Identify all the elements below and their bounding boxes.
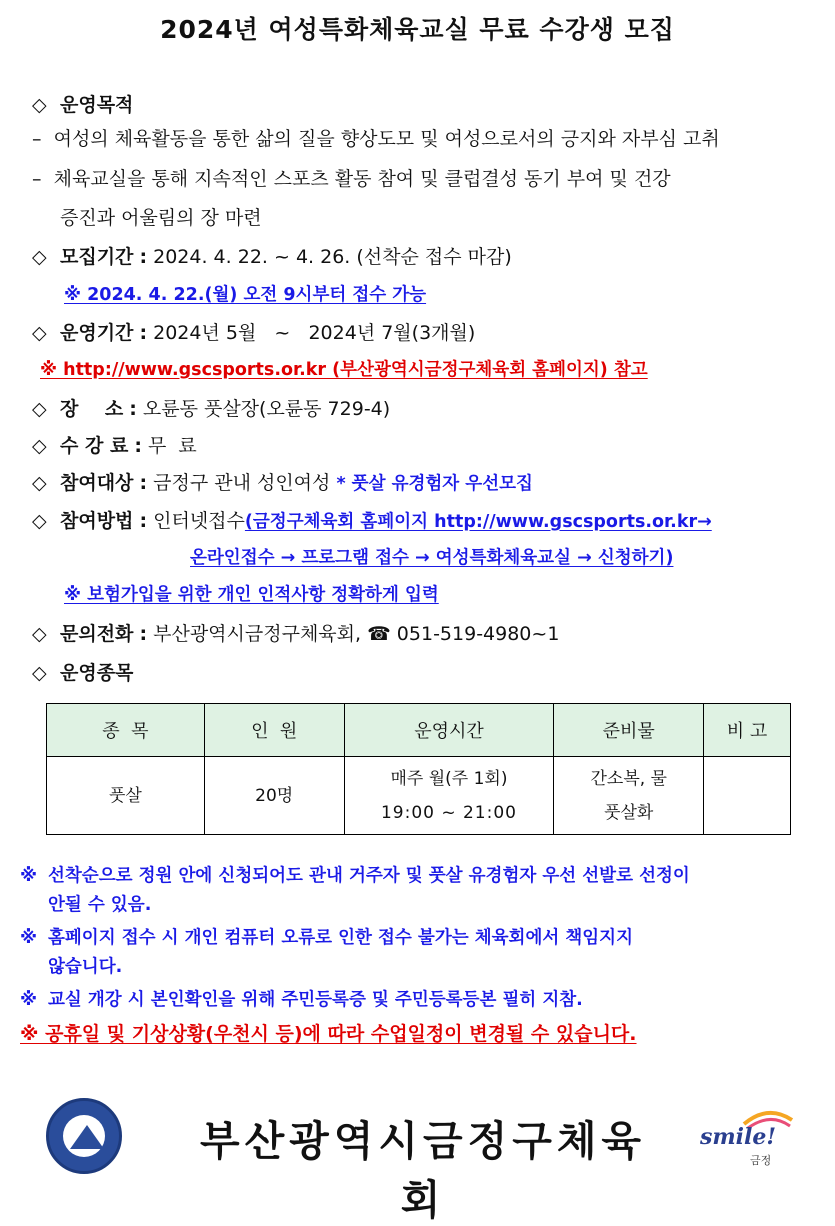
method-value: 인터넷접수 (153, 510, 245, 532)
method-link-1[interactable]: (금정구체육회 홈페이지 http://www.gscsports.or.kr→ (244, 512, 712, 532)
program-heading (32, 660, 133, 686)
diamond-icon: ◇ (32, 246, 47, 268)
note-2 (20, 924, 825, 982)
program-table (46, 703, 791, 835)
note-2-text-a: 홈페이지 접수 시 개인 컴퓨터 오류로 인한 접수 불가는 체육회에서 책임지지 (48, 928, 633, 948)
colon: : (139, 623, 148, 645)
cell-time (344, 757, 554, 835)
header-remark: 비 고 (704, 704, 791, 757)
method-label: 참여방법 (60, 510, 134, 532)
cell-sport: 풋살 (47, 757, 205, 835)
fee-value: 무 료 (148, 435, 197, 457)
cell-prep-line-2: 풋살화 (604, 802, 654, 823)
operate-row (32, 320, 475, 346)
colon: : (139, 510, 148, 532)
cell-remark (704, 757, 791, 835)
note-mark: ※ (20, 928, 38, 948)
diamond-icon: ◇ (32, 322, 47, 344)
note-1 (20, 862, 825, 920)
table-row (47, 757, 791, 835)
operate-note[interactable]: ※ http://www.gscsports.or.kr (부산광역시금정구체육회 홈페이지) 참고 (40, 360, 648, 380)
diamond-icon: ◇ (32, 662, 47, 684)
place-value: 오륜동 풋살장(오륜동 729-4) (142, 398, 391, 420)
purpose-line-3: 증진과 어울림의 장 마련 (60, 207, 262, 229)
dash-mark: – (32, 128, 42, 150)
method-link-2[interactable]: 온라인접수 → 프로그램 접수 → 여성특화체육교실 → 신청하기) (190, 548, 674, 568)
note-3 (20, 986, 825, 1015)
cell-prep (554, 757, 704, 835)
council-seal-logo (46, 1098, 122, 1174)
header-people: 인 원 (204, 704, 344, 757)
diamond-icon: ◇ (32, 435, 47, 457)
header-prep: 준비물 (554, 704, 704, 757)
smile-geumjeong-logo (700, 1110, 810, 1170)
purpose-text-2: 체육교실을 통해 지속적인 스포츠 활동 참여 및 클럽결성 동기 부여 및 건강 (53, 168, 671, 190)
place-label: 장 소 (60, 398, 124, 420)
fee-row (32, 433, 197, 459)
colon: : (139, 472, 148, 494)
fee-label: 수 강 료 (60, 435, 129, 457)
colon: : (139, 246, 148, 268)
footer-org-name: 부산광역시금정구체육회 (199, 1117, 647, 1224)
purpose-label: 운영목적 (60, 94, 134, 116)
method-row (32, 508, 712, 535)
table-header-row (47, 704, 791, 757)
target-label: 참여대상 (60, 472, 134, 494)
purpose-line-1 (32, 126, 720, 152)
seal-emblem-icon (70, 1125, 104, 1149)
method-note: ※ 보험가입을 위한 개인 인적사항 정확하게 입력 (64, 585, 439, 605)
note-2-text-b: 않습니다. (48, 957, 123, 977)
colon: : (134, 435, 142, 457)
header-sport: 종 목 (47, 704, 205, 757)
operate-value: 2024년 5월 ~ 2024년 7월(3개월) (153, 322, 476, 344)
note-mark: ※ (20, 866, 38, 886)
colon: : (129, 398, 137, 420)
note-mark: ※ (20, 990, 38, 1010)
contact-label: 문의전화 (60, 623, 134, 645)
cell-prep-line-1: 간소복, 물 (590, 768, 667, 789)
note-1-text-a: 선착순으로 정원 안에 신청되어도 관내 거주자 및 풋살 유경험자 우선 선발로 선정이 (48, 866, 690, 886)
diamond-icon: ◇ (32, 472, 47, 494)
dash-mark: – (32, 168, 42, 190)
cell-time-line-1: 매주 월(주 1회) (390, 768, 508, 789)
diamond-icon: ◇ (32, 510, 47, 532)
contact-value: 부산광역시금정구체육회, ☎ 051-519-4980~1 (153, 623, 560, 645)
recruit-note: ※ 2024. 4. 22.(월) 오전 9시부터 접수 가능 (64, 285, 427, 305)
diamond-icon: ◇ (32, 94, 47, 116)
diamond-icon: ◇ (32, 398, 47, 420)
recruit-label: 모집기간 (60, 246, 134, 268)
recruit-value: 2024. 4. 22. ~ 4. 26. (선착순 접수 마감) (153, 246, 512, 268)
purpose-text-1: 여성의 체육활동을 통한 삶의 질을 향상도모 및 여성으로서의 긍지와 자부심 고취 (53, 128, 720, 150)
note-1-text-b: 안될 수 있음. (48, 895, 152, 915)
cell-people: 20명 (204, 757, 344, 835)
page-title: 2024년 여성특화체육교실 무료 수강생 모집 (160, 15, 675, 44)
purpose-line-2 (32, 166, 671, 192)
place-row (32, 396, 390, 422)
recruit-row (32, 244, 512, 270)
smile-sub: 금정 (750, 1154, 772, 1167)
target-row (32, 470, 533, 497)
smile-text: smile! (700, 1124, 777, 1150)
purpose-heading (32, 92, 133, 118)
operate-label: 운영기간 (60, 322, 134, 344)
diamond-icon: ◇ (32, 623, 47, 645)
target-value: 금정구 관내 성인여성 (153, 472, 331, 494)
header-time: 운영시간 (344, 704, 554, 757)
colon: : (139, 322, 148, 344)
cell-time-line-2: 19:00 ~ 21:00 (380, 802, 517, 823)
program-label: 운영종목 (60, 662, 134, 684)
note-3-text: 교실 개강 시 본인확인을 위해 주민등록증 및 주민등록등본 필히 지참. (48, 990, 583, 1010)
target-note: * 풋살 유경험자 우선모집 (336, 474, 533, 494)
contact-row (32, 621, 559, 647)
note-4: ※ 공휴일 및 기상상황(우천시 등)에 따라 수업일정이 변경될 수 있습니다. (20, 1023, 637, 1045)
